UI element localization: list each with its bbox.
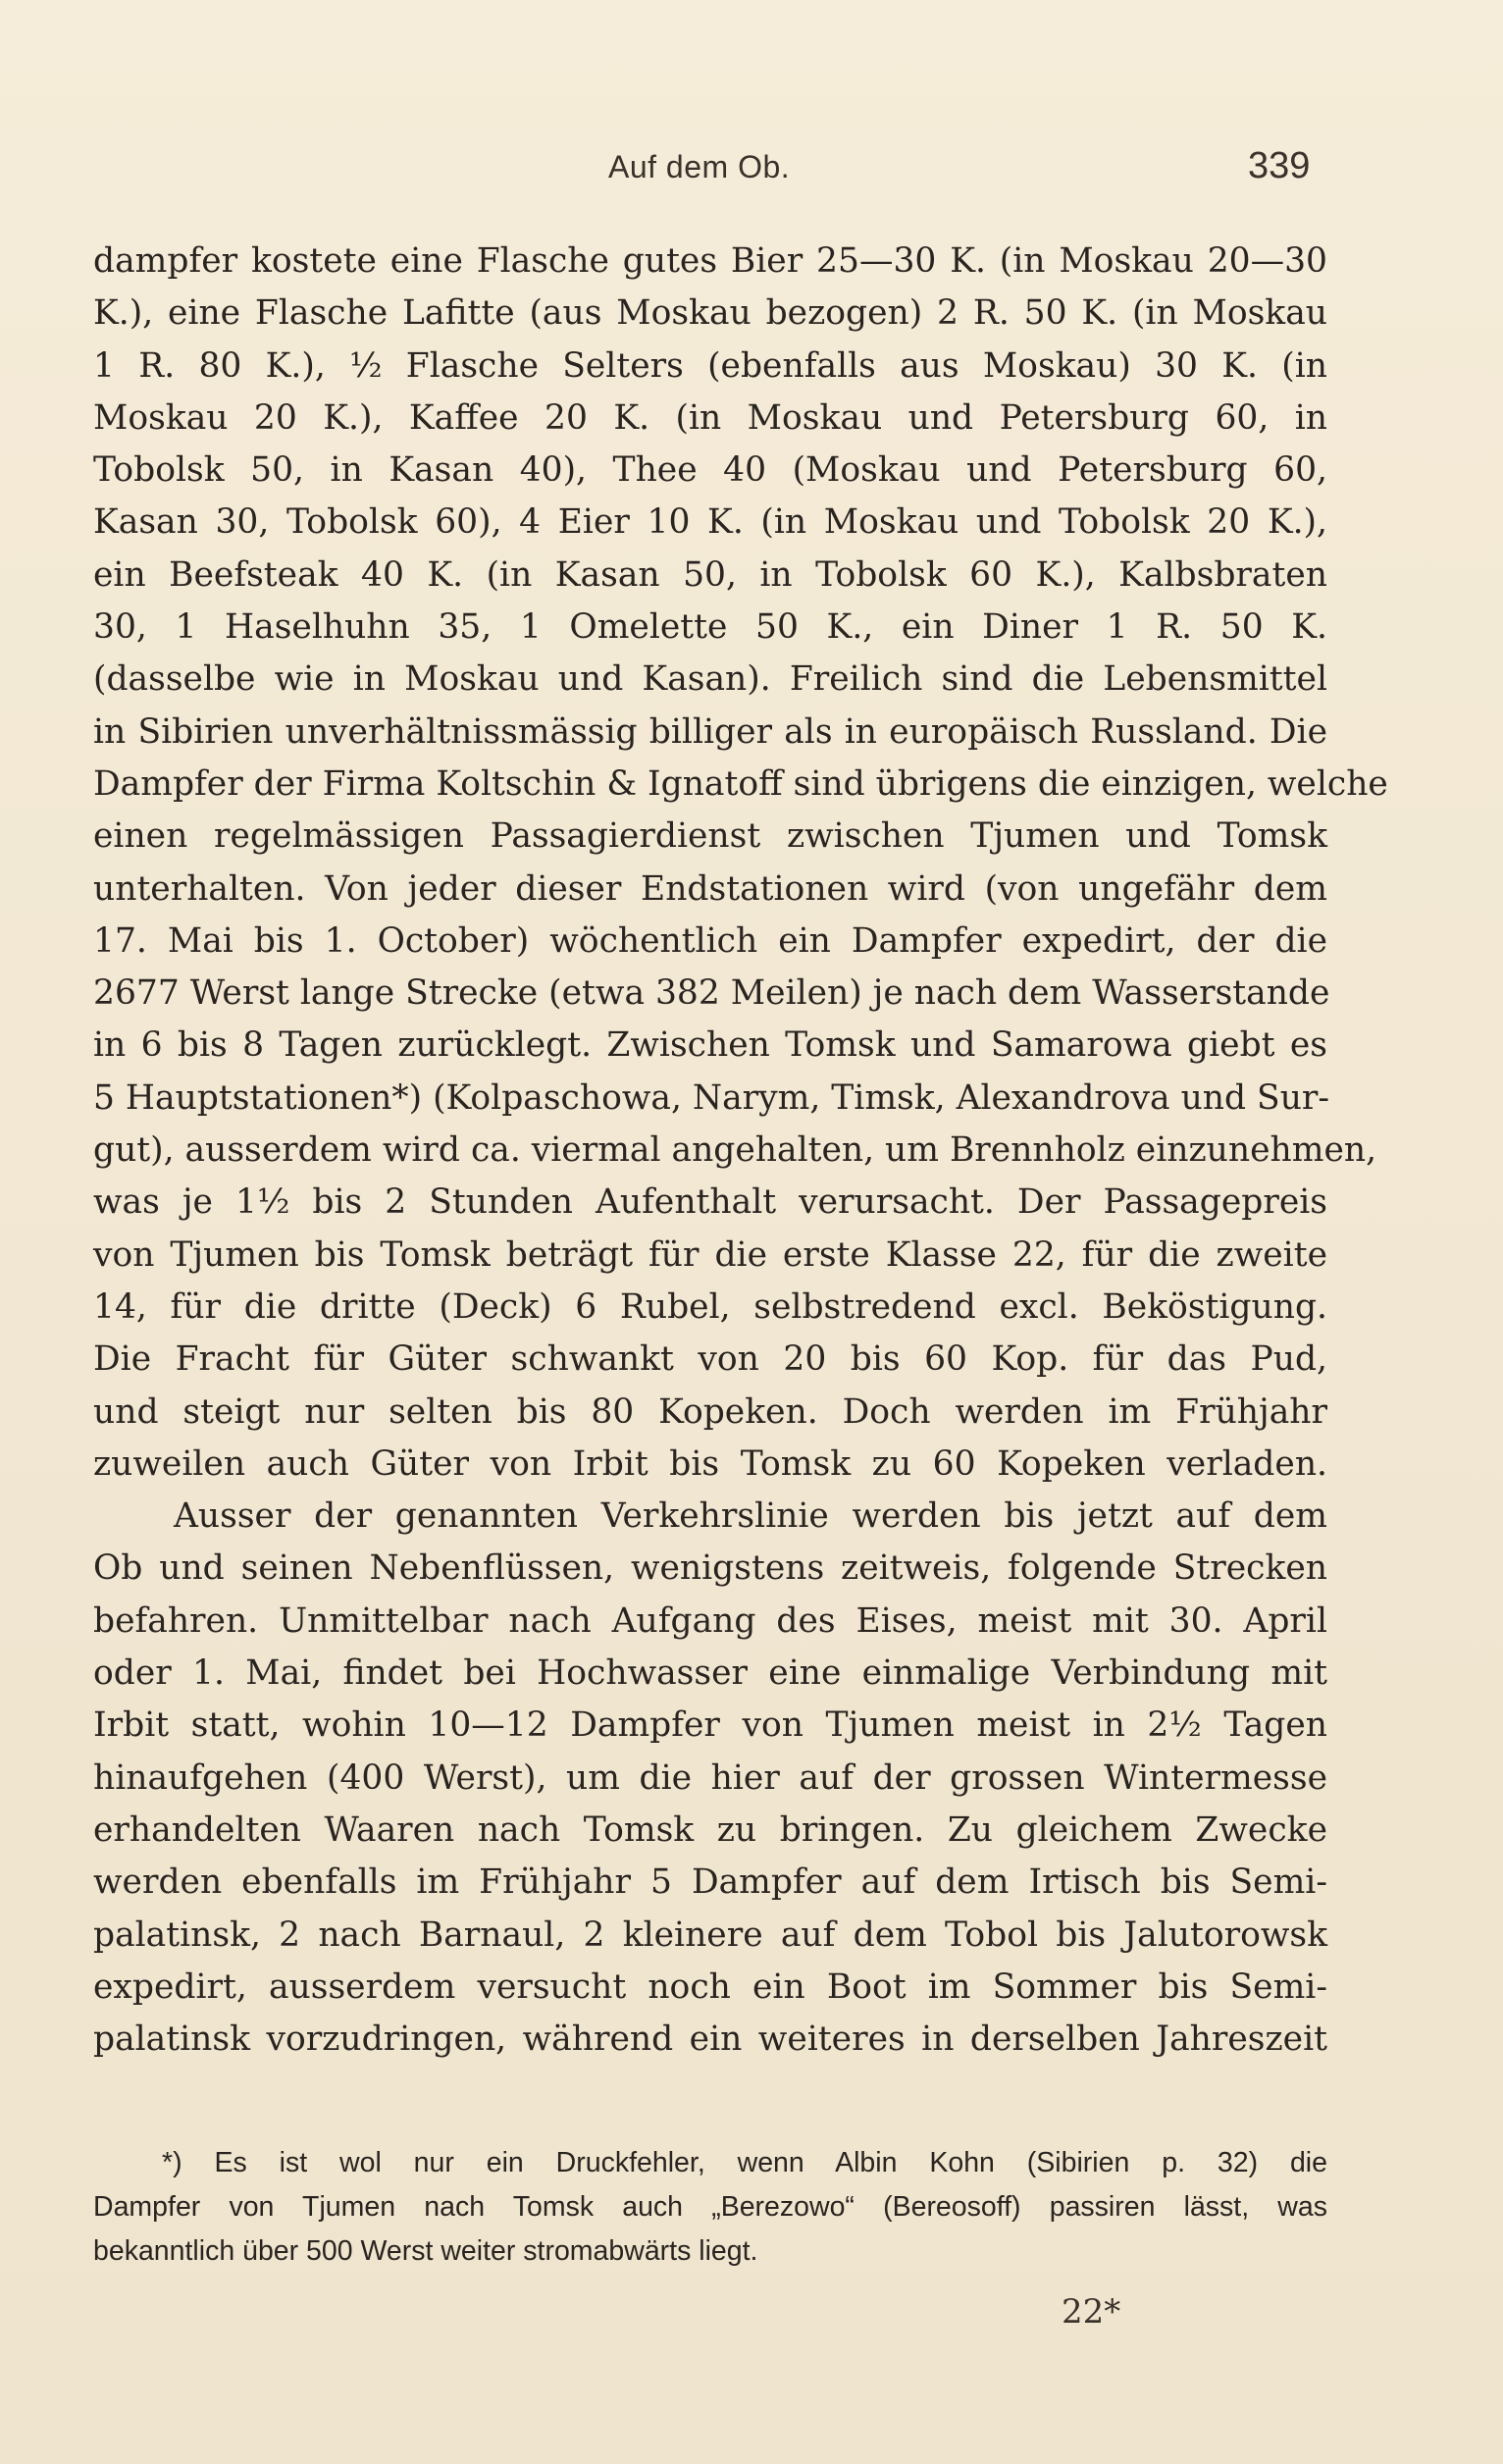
text-line: gut), ausserdem wird ca. viermal angehalten, um Brennholz einzunehmen,: [93, 1130, 1377, 1171]
running-head: Auf dem Ob.: [608, 149, 791, 184]
text-line: 2677 Werst lange Strecke (etwa 382 Meilen) je nach dem Wasserstande: [93, 973, 1330, 1014]
text-line: ein Beefsteak 40 K. (in Kasan 50, in Tobolsk 60 K.), Kalbsbraten: [93, 554, 1327, 595]
text-line: 30, 1 Haselhuhn 35, 1 Omelette 50 K., ein Diner 1 R. 50 K.: [93, 607, 1327, 648]
text-line: erhandelten Waaren nach Tomsk zu bringen. Zu gleichem Zwecke: [93, 1809, 1327, 1850]
text-line: in 6 bis 8 Tagen zurücklegt. Zwischen Tomsk und Samarowa giebt es: [93, 1025, 1327, 1066]
text-line: 14, für die dritte (Deck) 6 Rubel, selbstredend excl. Beköstigung.: [93, 1286, 1327, 1327]
text-line: werden ebenfalls im Frühjahr 5 Dampfer auf dem Irtisch bis Semi-: [93, 1862, 1327, 1903]
text-line: Ob und seinen Nebenflüssen, wenigstens zeitweis, folgende Strecken: [93, 1548, 1327, 1589]
text-line: Die Fracht für Güter schwankt von 20 bis 60 Kop. für das Pud,: [93, 1339, 1327, 1380]
text-line: dampfer kostete eine Flasche gutes Bier 25—30 K. (in Moskau 20—30: [93, 241, 1327, 281]
footnote: [93, 2141, 1327, 2274]
footnote-line: *) Es ist wol nur ein Druckfehler, wenn Albin Kohn (Sibirien p. 32) die: [162, 2147, 1327, 2178]
text-line: Kasan 30, Tobolsk 60), 4 Eier 10 K. (in Moskau und Tobolsk 20 K.),: [93, 502, 1327, 543]
text-line: in Sibirien unverhältnissmässig billiger als in europäisch Russland. Die: [93, 711, 1327, 752]
footnote-line: Dampfer von Tjumen nach Tomsk auch „Berezowo“ (Bereosoff) passiren lässt, was: [93, 2191, 1327, 2223]
text-line: 17. Mai bis 1. October) wöchentlich ein Dampfer expedirt, der die: [93, 920, 1327, 961]
page-number: 339: [1248, 145, 1311, 186]
text-line: einen regelmässigen Passagierdienst zwischen Tjumen und Tomsk: [93, 816, 1327, 857]
footnote-line: bekanntlich über 500 Werst weiter stromabwärts liegt.: [93, 2235, 758, 2267]
text-line: Moskau 20 K.), Kaffee 20 K. (in Moskau und Petersburg 60, in: [93, 397, 1327, 438]
body-text: [93, 236, 1388, 2066]
text-line: hinaufgehen (400 Werst), um die hier auf der grossen Wintermesse: [93, 1757, 1327, 1798]
text-line: (dasselbe wie in Moskau und Kasan). Freilich sind die Lebensmittel: [93, 659, 1327, 700]
text-line: befahren. Unmittelbar nach Aufgang des Eises, meist mit 30. April: [93, 1600, 1327, 1641]
text-line: expedirt, ausserdem versucht noch ein Boot im Sommer bis Semi-: [93, 1966, 1327, 2007]
text-line: zuweilen auch Güter von Irbit bis Tomsk zu 60 Kopeken verladen.: [93, 1443, 1327, 1484]
signature-mark: 22*: [1062, 2292, 1121, 2332]
text-line: 5 Hauptstationen*) (Kolpaschowa, Narym, Timsk, Alexandrova und Sur-: [93, 1077, 1330, 1118]
text-line: K.), eine Flasche Lafitte (aus Moskau bezogen) 2 R. 50 K. (in Moskau: [93, 293, 1327, 334]
text-line: Dampfer der Firma Koltschin & Ignatoff sind übrigens die einzigen, welche: [93, 763, 1388, 804]
text-line: was je 1½ bis 2 Stunden Aufenthalt verursacht. Der Passagepreis: [93, 1182, 1327, 1223]
text-line: von Tjumen bis Tomsk beträgt für die erste Klasse 22, für die zweite: [93, 1234, 1327, 1275]
text-line: palatinsk, 2 nach Barnaul, 2 kleinere auf dem Tobol bis Jalutorowsk: [93, 1914, 1327, 1955]
text-line: und steigt nur selten bis 80 Kopeken. Doch werden im Frühjahr: [93, 1391, 1327, 1432]
text-line: Irbit statt, wohin 10—12 Dampfer von Tjumen meist in 2½ Tagen: [93, 1705, 1327, 1746]
text-line: Tobolsk 50, in Kasan 40), Thee 40 (Moskau und Petersburg 60,: [93, 450, 1327, 491]
text-line: unterhalten. Von jeder dieser Endstationen wird (von ungefähr dem: [93, 868, 1327, 909]
text-line: 1 R. 80 K.), ½ Flasche Selters (ebenfalls aus Moskau) 30 K. (in: [93, 345, 1327, 386]
text-line: Ausser der genannten Verkehrslinie werden bis jetzt auf dem: [174, 1496, 1327, 1537]
text-line: oder 1. Mai, findet bei Hochwasser eine einmalige Verbindung mit: [93, 1653, 1327, 1694]
text-line: palatinsk vorzudringen, während ein weiteres in derselben Jahreszeit: [93, 2019, 1327, 2060]
